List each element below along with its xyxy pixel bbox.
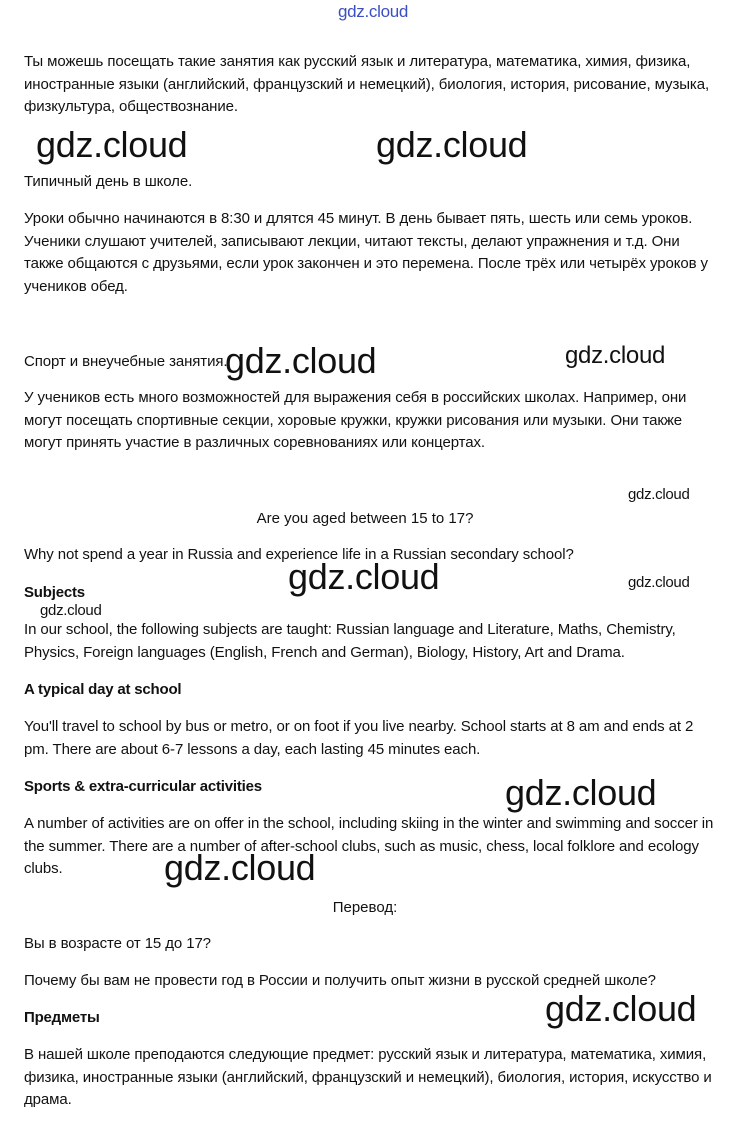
en-subjects-text: In our school, the following subjects are taught: Russian language and Literature, Maths, Chemistry, Physics, Foreign languages (English, French and German), Biology, History, Art and Drama. xyxy=(24,621,676,661)
en-sports-heading: Sports & extra-curricular activities xyxy=(24,778,262,795)
en-subtitle: Why not spend a year in Russia and experience life in a Russian secondary school? xyxy=(24,546,574,563)
watermark-10: gdz.cloud xyxy=(164,847,316,888)
watermark-5: gdz.cloud xyxy=(628,486,690,503)
en-typical-day-heading: A typical day at school xyxy=(24,681,182,698)
en-subjects-heading: Subjects xyxy=(24,584,85,601)
translation-subjects-text: В нашей школе преподаются следующие предмет: русский язык и литература, математика, химия, физика, иностранные языки (английский, французский и немецкий), биология, история, искусство и драма. xyxy=(24,1046,712,1108)
watermark-3: gdz.cloud xyxy=(225,340,377,381)
translation-subtitle: Почему бы вам не провести год в России и получить опыт жизни в русской средней школе? xyxy=(24,972,656,989)
ru-sports-text: У учеников есть много возможностей для выражения себя в российских школах. Например, они могут посещать спортивные секции, хоровые кружки, кружки рисования или музыки. Они также могут принять участие в различных соревнованиях или концертах. xyxy=(24,389,687,451)
watermark-7: gdz.cloud xyxy=(628,574,690,591)
watermark-top: gdz.cloud xyxy=(338,2,409,21)
ru-typical-day-heading: Типичный день в школе. xyxy=(24,173,193,190)
watermark-2: gdz.cloud xyxy=(376,124,528,165)
watermark-1: gdz.cloud xyxy=(36,124,188,165)
ru-typical-day-text: Уроки обычно начинаются в 8:30 и длятся 45 минут. В день бывает пять, шесть или семь уроков. Ученики слушают учителей, записывают лекции, читают тексты, делают упражнения и т.д. Они также общаются с друзьями, если урок закончен и это перемена. После трёх или четырёх уроков у учеников обед. xyxy=(24,210,708,295)
watermark-6: gdz.cloud xyxy=(288,556,440,597)
en-title: Are you aged between 15 to 17? xyxy=(256,510,474,527)
translation-label: Перевод: xyxy=(332,899,398,916)
translation-subjects-heading: Предметы xyxy=(24,1009,100,1026)
ru-sports-heading: Спорт и внеучебные занятия. xyxy=(24,353,228,370)
watermark-8: gdz.cloud xyxy=(40,602,102,619)
watermark-4: gdz.cloud xyxy=(565,342,666,369)
watermark-11: gdz.cloud xyxy=(545,988,697,1029)
watermark-9: gdz.cloud xyxy=(505,772,657,813)
ru-subjects-text: Ты можешь посещать такие занятия как русский язык и литература, математика, химия, физика, иностранные языки (английский, французский и немецкий), биология, история, рисование, музыка, физкультура, обществознание. xyxy=(24,53,710,115)
en-typical-day-text: You'll travel to school by bus or metro, or on foot if you live nearby. School starts at 8 am and ends at 2 pm. There are about 6-7 lessons a day, each lasting 45 minutes each. xyxy=(24,718,694,758)
en-sports-text: A number of activities are on offer in the school, including skiing in the winter and swimming and soccer in the summer. There are a number of after-school clubs, such as music, chess, local folklore and ecology clubs. xyxy=(24,815,714,877)
translation-title: Вы в возрасте от 15 до 17? xyxy=(24,935,211,952)
